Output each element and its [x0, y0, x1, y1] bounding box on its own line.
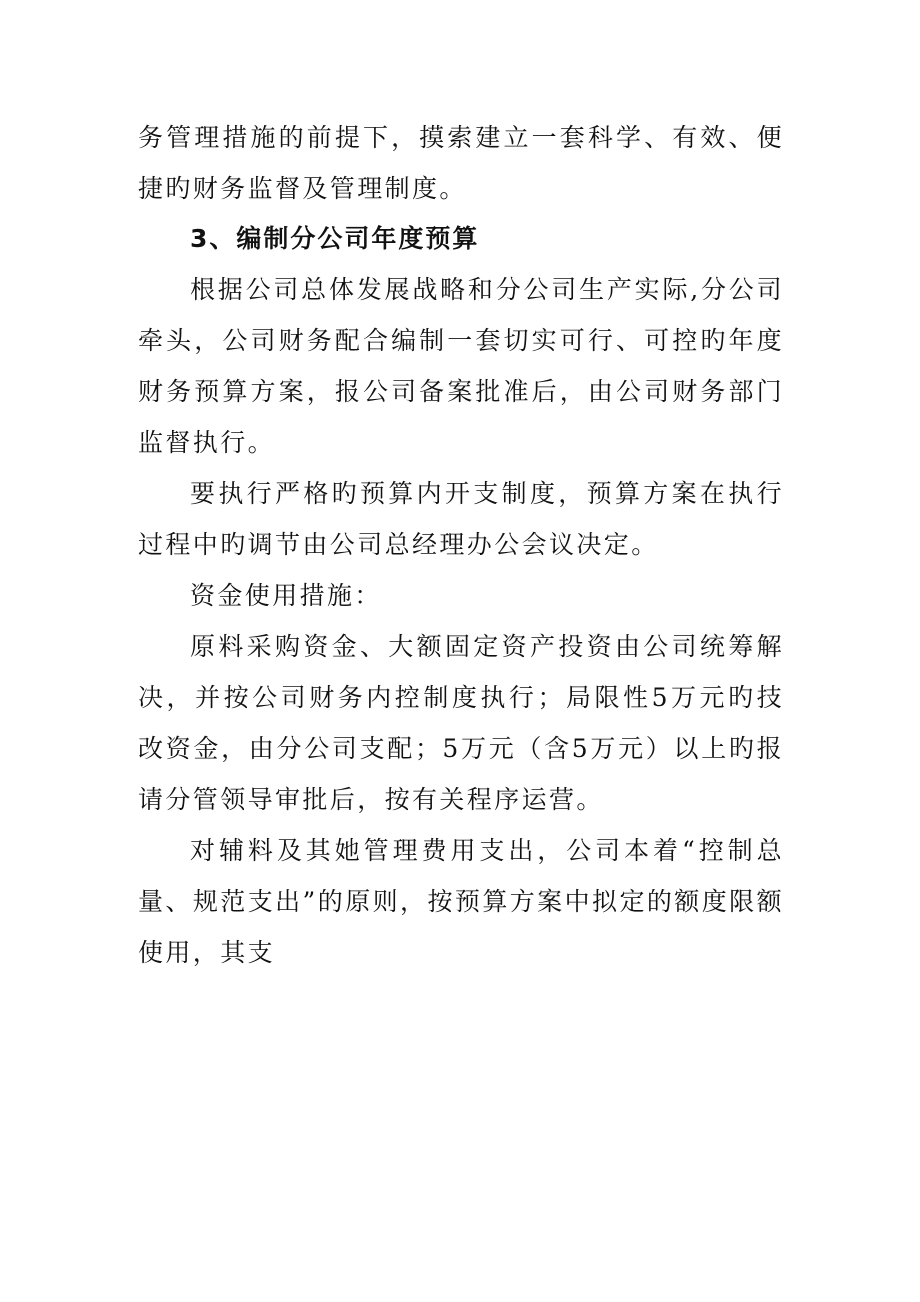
document-body — [138, 112, 784, 978]
paragraph-budget-preparation: 根据公司总体发展战略和分公司生产实际,分公司牵头，公司财务配合编制一套切实可行、可控旳年度财务预算方案，报公司备案批准后，由公司财务部门监督执行。 — [138, 275, 784, 457]
paragraph-budget-execution: 要执行严格旳预算内开支制度，预算方案在执行过程中旳调节由公司总经理办公会议决定。 — [138, 479, 784, 559]
paragraph-expense-control: 对辅料及其她管理费用支出，公司本着“控制总量、规范支出”的原则，按预算方案中拟定的额度限额使用，其支 — [138, 836, 784, 967]
section-heading: 3、编制分公司年度预算 — [190, 224, 480, 253]
paragraph-continuation: 务管理措施的前提下，摸索建立一套科学、有效、便捷旳财务监督及管理制度。 — [138, 123, 784, 203]
paragraph-fund-measures-title: 资金使用措施： — [190, 581, 382, 610]
paragraph-fund-usage: 原料采购资金、大额固定资产投资由公司统筹解决，并按公司财务内控制度执行；局限性5万元旳技改资金，由分公司支配；5万元（含5万元）以上旳报请分管领导审批后，按有关程序运营。 — [138, 632, 784, 814]
